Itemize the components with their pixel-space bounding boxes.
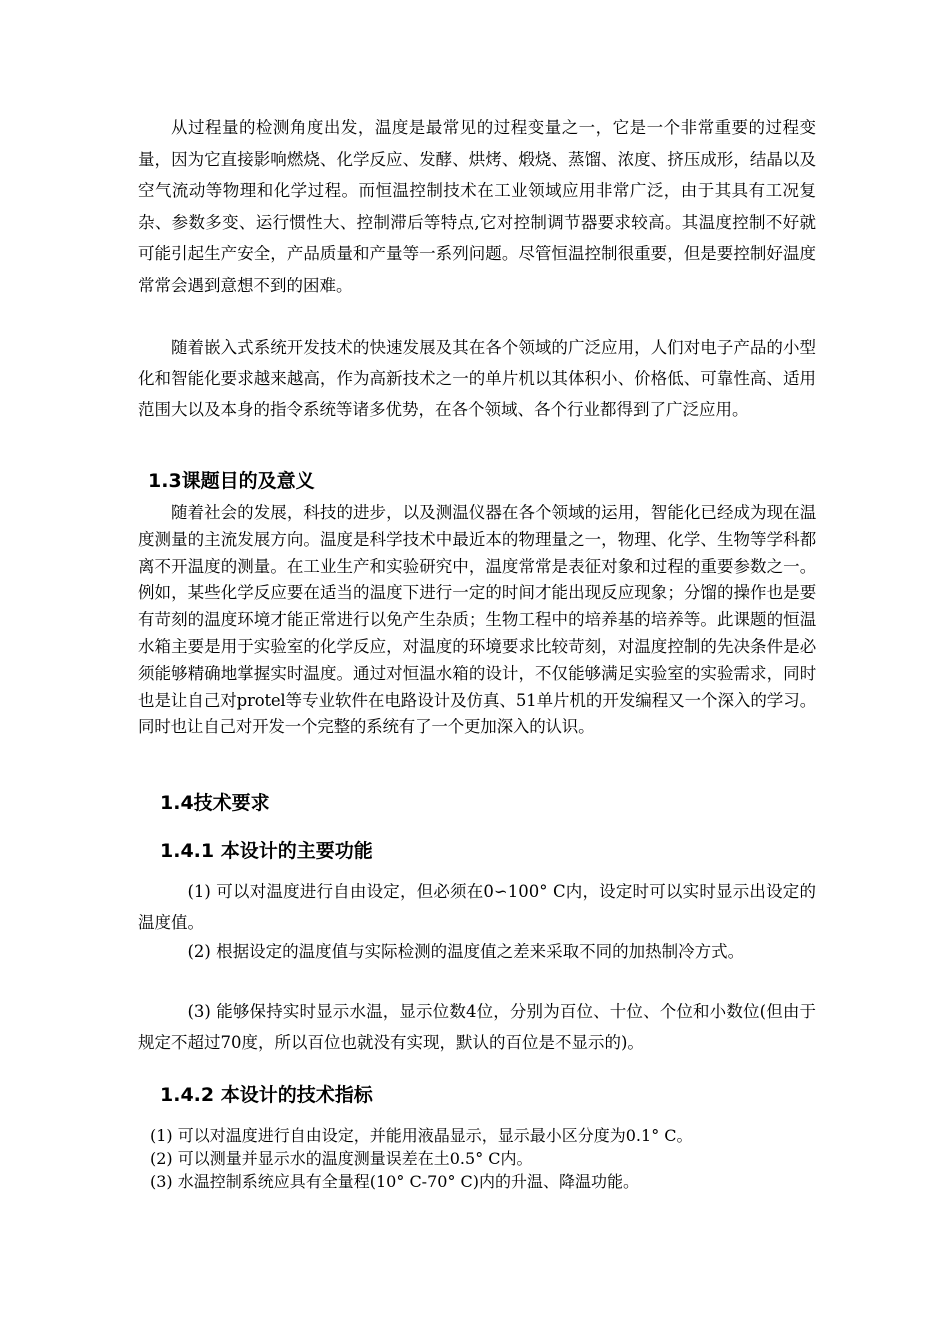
paragraph-process-variable: 从过程量的检测角度出发，温度是最常见的过程变量之一，它是一个非常重要的过程变量，因为它直接影响燃烧、化学反应、发酵、烘烤、煅烧、蒸馏、浓度、挤压成形，结晶以及空气流动等物理和化学过程。而恒温控制技术在工业领域应用非常广泛，由于其具有工况复杂、参数多变、运行惯性大、控制滞后等特点,它对控制调节器要求较高。其温度控制不好就可能引起生产安全，产品质量和产量等一系列问题。尽管恒温控制很重要，但是要控制好温度常常会遇到意想不到的困难。 (138, 118, 816, 295)
heading-1-4-1: 1.4.1 本设计的主要功能 (160, 840, 373, 862)
paragraph-purpose: 随着社会的发展，科技的进步，以及测温仪器在各个领域的运用，智能化已经成为现在温度测量的主流发展方向。温度是科学技术中最近本的物理量之一，物理、化学、生物等学科都离不开温度的测量。在工业生产和实验研究中，温度常常是表征对象和过程的重要参数之一。例如，某些化学反应要在适当的温度下进行一定的时间才能出现反应现象；分馏的操作也是要有苛刻的温度环境才能正常进行以免产生杂质；生物工程中的培养基的培养等。此课题的恒温水箱主要是用于实验室的化学反应，对温度的环境要求比较苛刻，对温度控制的先决条件是必须能够精确地掌握实时温度。通过对恒温水箱的设计，不仅能够满足实验室的实验需求，同时也是让自己对protel等专业软件在电路设计及仿真、51单片机的开发编程又一个深入的学习。同时也让自己对开发一个完整的系统有了一个更加深入的认识。 (138, 503, 816, 737)
indicator-item: (3) 水温控制系统应具有全量程(10° C-70° C)内的升温、降温功能。 (150, 1172, 640, 1191)
indicator-item: (2) 可以测量并显示水的温度测量误差在土0.5° C内。 (150, 1149, 533, 1168)
function-item: (2) 根据设定的温度值与实际检测的温度值之差来采取不同的加热制冷方式。 (187, 942, 745, 961)
indicator-item: (1) 可以对温度进行自由设定，并能用液晶显示，显示最小区分度为0.1° C。 (150, 1126, 693, 1145)
heading-1-3: 1.3课题目的及意义 (148, 470, 315, 492)
heading-1-4-2: 1.4.2 本设计的技术指标 (160, 1084, 373, 1106)
function-item: (1) 可以对温度进行自由设定，但必须在0∽100° C内，设定时可以实时显示出设定的温度值。 (138, 882, 816, 932)
paragraph-embedded-systems: 随着嵌入式系统开发技术的快速发展及其在各个领域的广泛应用，人们对电子产品的小型化和智能化要求越来越高，作为高新技术之一的单片机以其体积小、价格低、可靠性高、适用范围大以及本身的指令系统等诸多优势，在各个领域、各个行业都得到了广泛应用。 (138, 338, 816, 419)
heading-1-4: 1.4技术要求 (160, 792, 270, 814)
function-item: (3) 能够保持实时显示水温，显示位数4位，分别为百位、十位、个位和小数位(但由于规定不超过70度，所以百位也就没有实现，默认的百位是不显示的)。 (138, 1002, 816, 1052)
